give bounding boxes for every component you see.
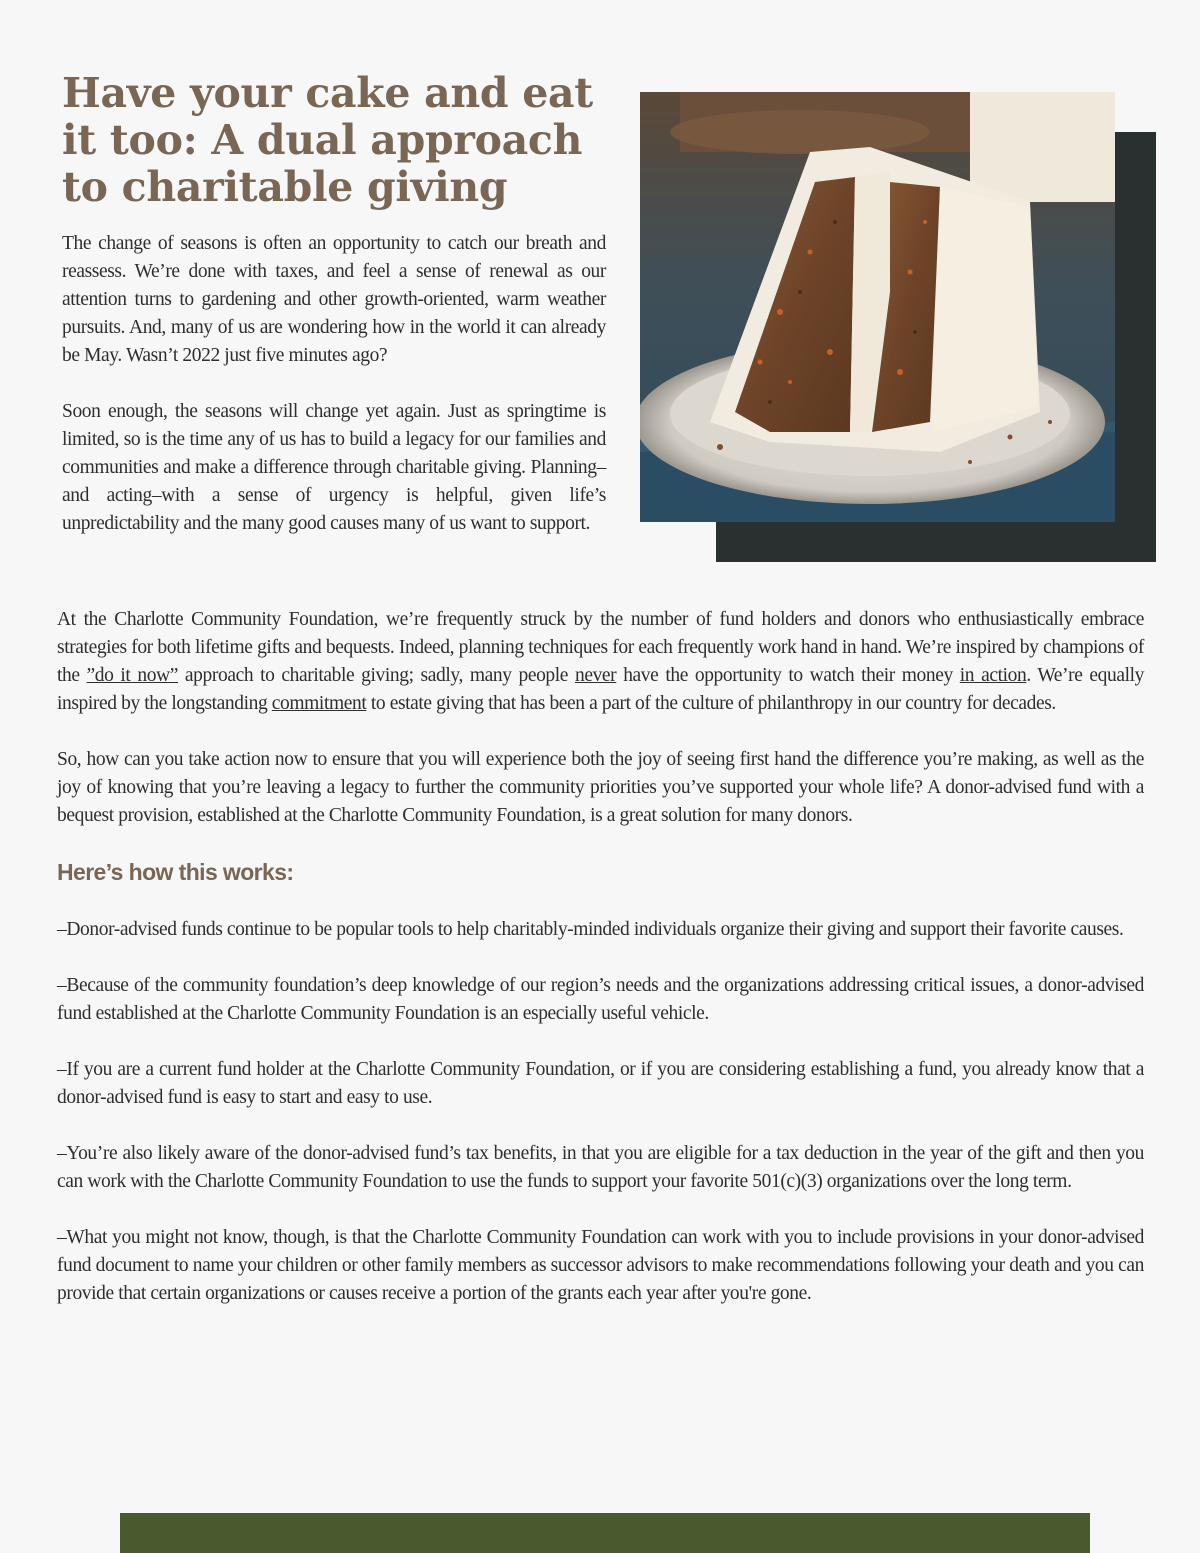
footer-bar (120, 1513, 1090, 1553)
article-body (57, 606, 1144, 1336)
text-run: have the opportunity to watch their money (616, 665, 960, 686)
intro-text (62, 230, 606, 566)
section-subheading: Here’s how this works: (57, 859, 294, 885)
intro-paragraph: The change of seasons is often an opportunity to catch our breath and reassess. We’re done with taxes, and feel a sense of renewal as our attention turns to gardening and other growth-oriented, warm weather pursuits. And, many of us are wondering how in the world it can already be May. Wasn’t 2022 just five minutes ago? (62, 233, 606, 366)
cake-photo-frame (640, 92, 1156, 562)
list-item: –Because of the community foundation’s deep knowledge of our region’s needs and the organizations addressing critical issues, a donor-advised fund established at the Charlotte Community Foundation is an especially useful vehicle. (57, 975, 1144, 1024)
link-in-action[interactable]: in action (959, 665, 1027, 686)
list-item: –What you might not know, though, is that the Charlotte Community Foundation can work with you to include provisions in your donor-advised fund document to name your children or other family members as successor advisors to make recommendations following your death and you can provide that certain organizations or causes receive a portion of the grants each year after you're gone. (57, 1227, 1144, 1304)
carrot-cake-photo (640, 92, 1115, 522)
article-title: Have your cake and eat it too: A dual approach to charitable giving (62, 69, 593, 211)
list-item: –If you are a current fund holder at the Charlotte Community Foundation, or if you are considering establishing a fund, you already know that a donor-advised fund is easy to start and easy to use. (57, 1059, 1144, 1108)
link-commitment[interactable]: commitment (271, 693, 367, 714)
link-do-it-now[interactable]: ”do it now” (86, 665, 179, 686)
intro-paragraph: Soon enough, the seasons will change yet again. Just as springtime is limited, so is the time any of us has to build a legacy for our families and communities and make a difference through charitable giving. Planning–and acting–with a sense of urgency is helpful, given life’s unpredictability and the many good causes many of us want to support. (62, 401, 606, 534)
link-never[interactable]: never (574, 665, 617, 686)
text-run: approach to charitable giving; sadly, many people (178, 665, 575, 686)
body-paragraph-2: So, how can you take action now to ensure that you will experience both the joy of seeing first hand the difference you’re making, as well as the joy of knowing that you’re leaving a legacy to further the community priorities you’ve supported your whole life? A donor-advised fund with a bequest provision, established at the Charlotte Community Foundation, is a great solution for many donors. (57, 749, 1144, 826)
text-run: At the Charlotte Community Foundation, we’re frequently struck by the number of fund holders and donors who enthusiastically embrace strategies for both lifetime gifts and bequests. Indeed, planning techniques for each frequently work hand in hand. We’re inspired by champions of the (57, 609, 1144, 686)
list-item: –Donor-advised funds continue to be popular tools to help charitably-minded individuals organize their giving and support their favorite causes. (57, 919, 1124, 940)
text-run: . We’re equally inspired by the longstanding (57, 665, 1145, 714)
body-paragraph-1 (57, 606, 1144, 718)
text-run: to estate giving that has been a part of the culture of philanthropy in our country for decades. (366, 693, 1056, 714)
list-item: –You’re also likely aware of the donor-advised fund’s tax benefits, in that you are eligible for a tax deduction in the year of the gift and then you can work with the Charlotte Community Foundation to use the funds to support your favorite 501(c)(3) organizations over the long term. (57, 1143, 1144, 1192)
